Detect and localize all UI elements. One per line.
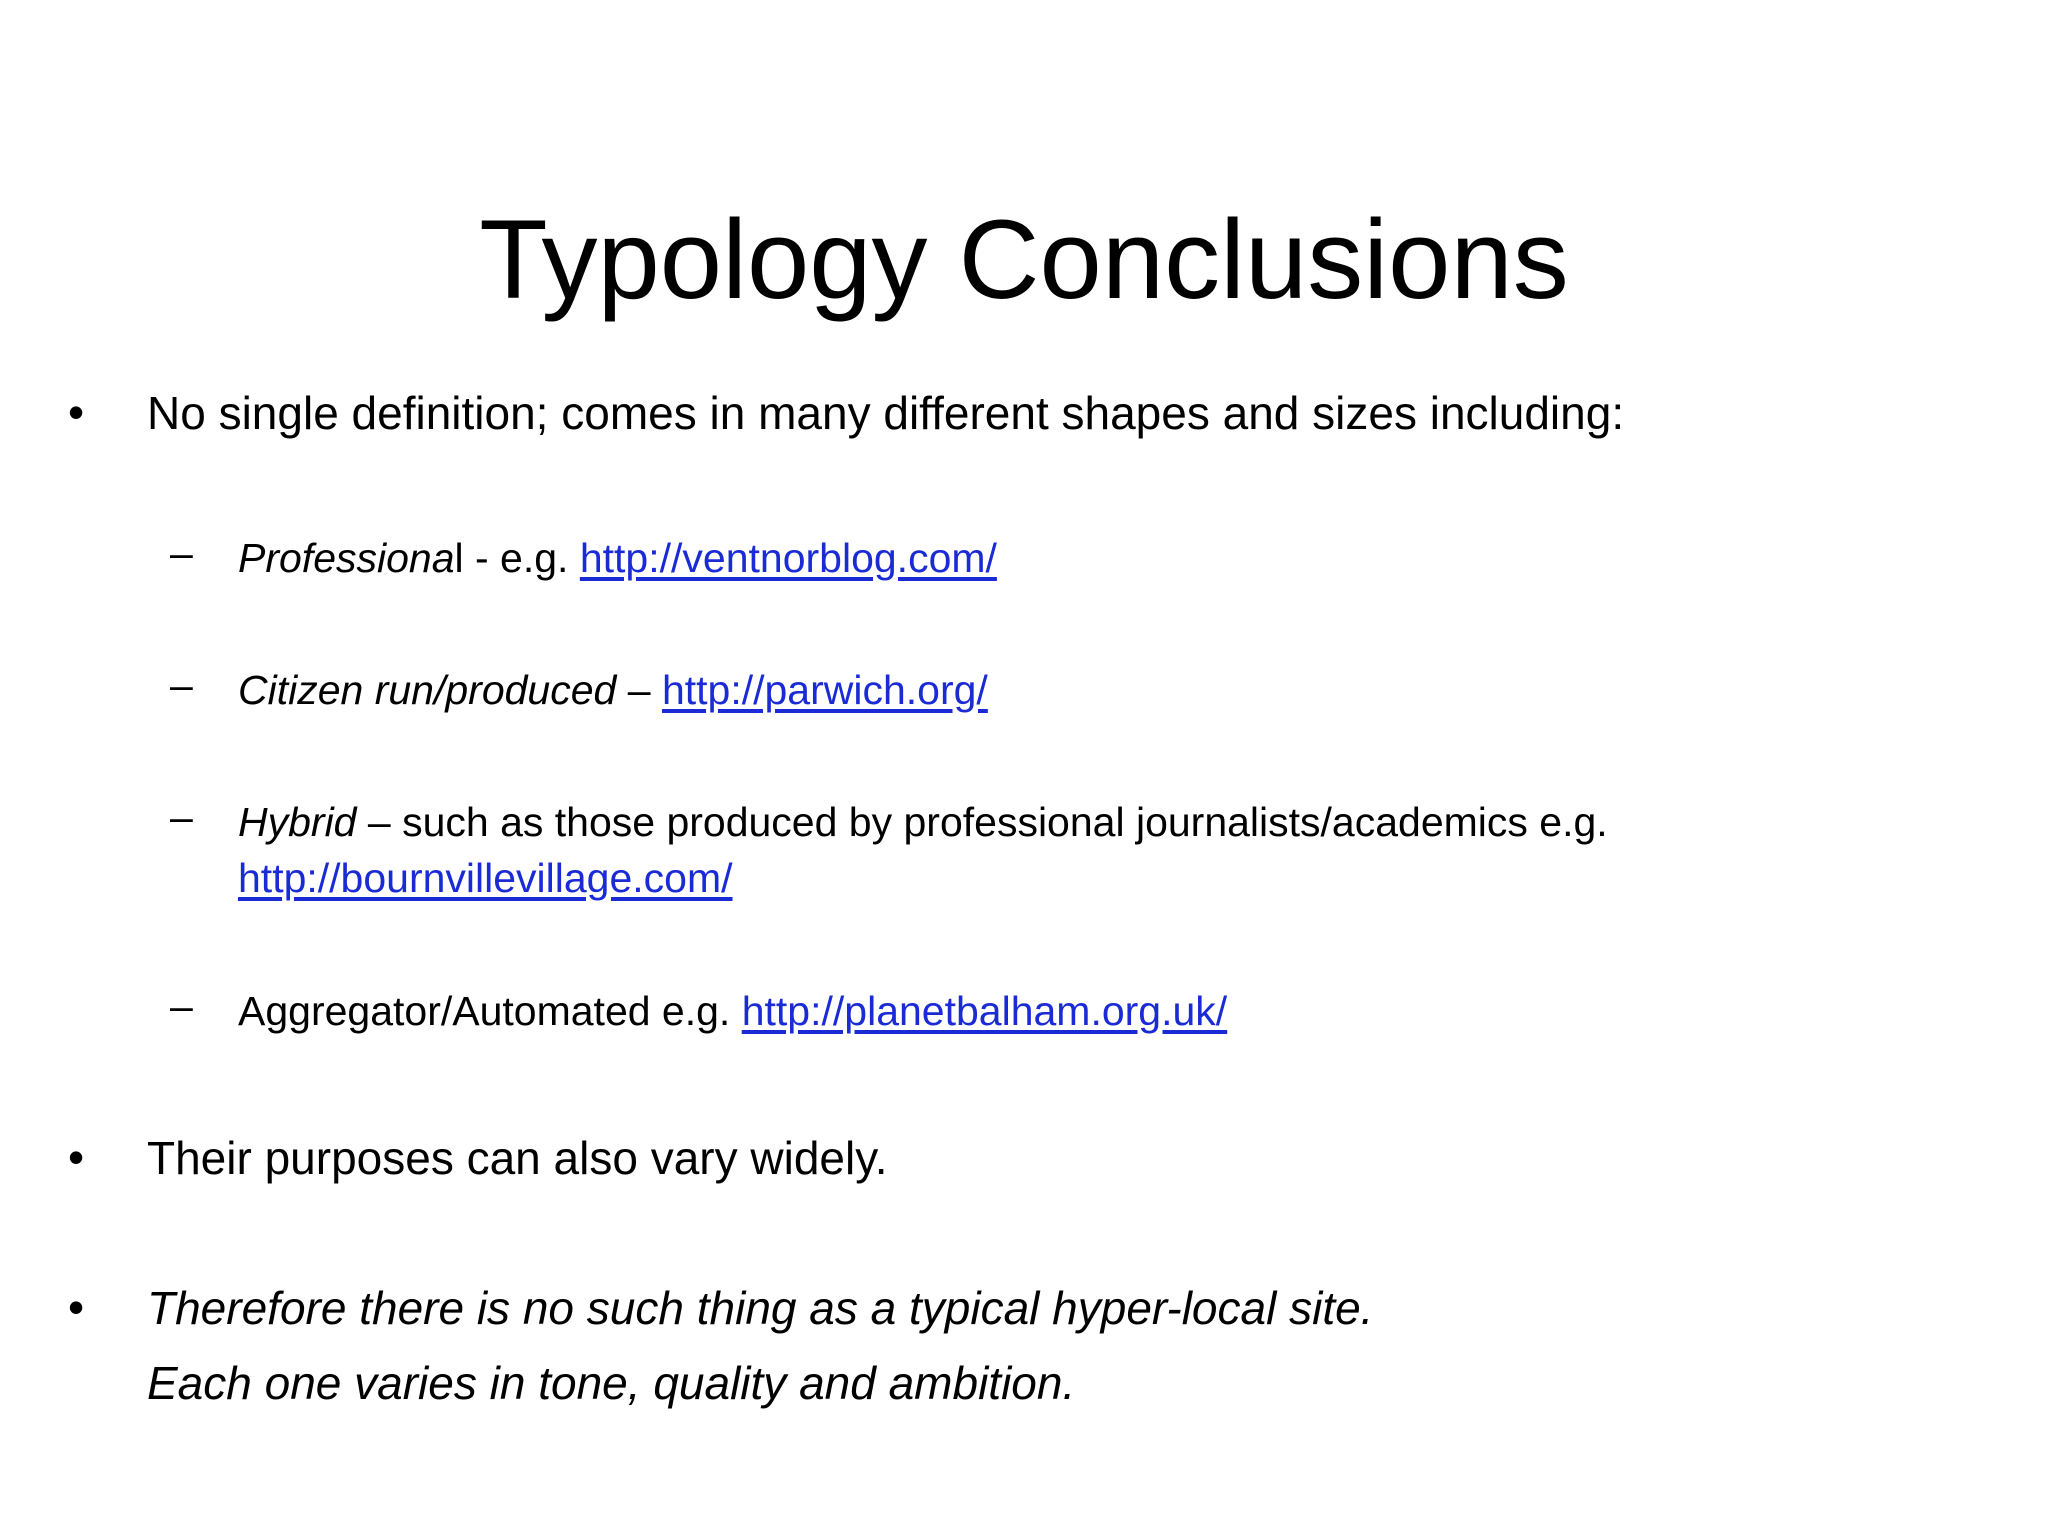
link-ventnorblog[interactable]: http://ventnorblog.com/ — [579, 535, 997, 581]
bullet-text-line2: Each one varies in tone, quality and ambition. — [147, 1357, 1076, 1409]
dash-icon: – — [170, 794, 193, 840]
dash-icon: – — [170, 983, 193, 1029]
sub-item-italic: Citizen run/produced — [238, 667, 617, 713]
link-bournvillevillage[interactable]: http://bournvillevillage.com/ — [238, 855, 733, 901]
bullet-icon: • — [68, 1281, 85, 1333]
sub-item-italic: Professiona — [238, 535, 455, 581]
bullet-text: Their purposes can also vary widely. — [147, 1132, 888, 1184]
bullet-icon: • — [68, 1131, 85, 1183]
sub-item-text — [238, 794, 1608, 850]
sub-item-text — [238, 983, 1227, 1039]
sub-item-plain: l - e.g. — [454, 535, 580, 581]
sub-item-plain: – such as those produced by professional journalists/academics e.g. — [356, 799, 1608, 845]
dash-icon: – — [170, 530, 193, 576]
sub-item-plain: Aggregator/Automated e.g. — [238, 988, 742, 1034]
slide-title: Typology Conclusions — [479, 197, 1569, 322]
bullet-text: No single definition; comes in many different shapes and sizes including: — [147, 387, 1625, 439]
bullet-text-line1: Therefore there is no such thing as a typical hyper-local site. — [147, 1282, 1374, 1334]
sub-item-italic: Hybrid — [238, 799, 357, 845]
bullet-icon: • — [68, 386, 85, 438]
sub-item-text — [238, 530, 997, 586]
link-planetbalham[interactable]: http://planetbalham.org.uk/ — [741, 988, 1228, 1034]
dash-icon: – — [170, 662, 193, 708]
link-parwich[interactable]: http://parwich.org/ — [661, 667, 988, 713]
sub-item-text — [238, 662, 988, 718]
sub-item-plain: – — [616, 667, 662, 713]
sub-item-link-line — [238, 850, 733, 906]
